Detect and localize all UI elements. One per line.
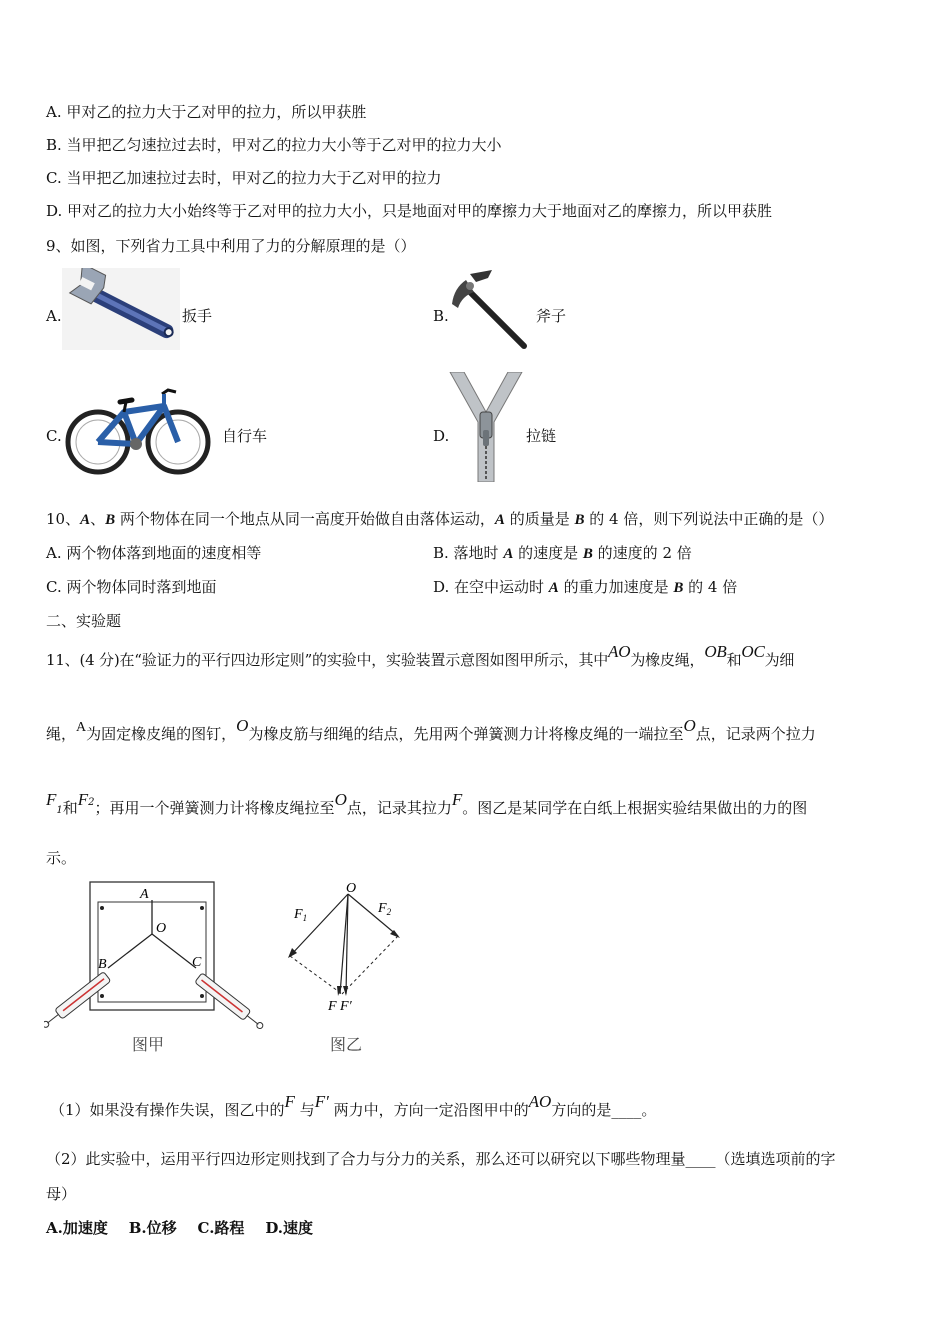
symbol-o: O: [236, 716, 249, 735]
spring-scale-left: [44, 972, 111, 1031]
q10-text: 两个物体在同一个地点从同一高度开始做自由落体运动，: [115, 510, 495, 528]
label-o: O: [346, 881, 357, 896]
q10-var-a: A: [494, 512, 505, 528]
q10-text: B. 落地时: [433, 544, 504, 562]
q10-num: 10、: [46, 510, 81, 528]
caption-yi: 图乙: [330, 1037, 363, 1054]
q10-var-a: A: [503, 546, 514, 562]
q9-option-b-label: 斧子: [536, 307, 567, 325]
q11-part-2: （2）此实验中，运用平行四边形定则找到了合力与分力的关系，那么还可以研究以下哪些物理量____（选填选项前的字: [46, 1150, 836, 1168]
figure-jia: [44, 878, 266, 1060]
q10-option-b: [433, 543, 692, 564]
q8-option-d: D. 甲对乙的拉力大小始终等于乙对甲的拉力大小，只是地面对甲的摩擦力大于地面对乙的摩擦力，所以甲获胜: [46, 202, 773, 220]
symbol-ao: AO: [528, 1092, 552, 1111]
figure-yi: [282, 876, 422, 1060]
q11-part-1: [50, 1092, 657, 1120]
label-o: O: [156, 921, 167, 936]
wrench-icon: [62, 268, 180, 350]
q10-var-b: B: [673, 580, 684, 596]
q10-var-b: B: [582, 546, 593, 562]
q11-text: 点，记录两个拉力: [695, 725, 816, 743]
q11-text: 点，记录其拉力: [346, 799, 452, 817]
label-f2-sub: 2: [386, 907, 392, 917]
bicycle-icon: [64, 376, 212, 478]
q9-option-d-letter: D.: [433, 427, 450, 445]
q11-part-2-cont: 母）: [46, 1185, 77, 1203]
symbol-a: A: [76, 720, 87, 735]
label-f2-f: F: [378, 901, 387, 916]
q11-text: 为固定橡皮绳的图钉，: [86, 725, 237, 743]
q9-option-b-letter: B.: [433, 307, 449, 325]
q8-option-c: C. 当甲把乙加速拉过去时，甲对乙的拉力大于乙对甲的拉力: [46, 169, 442, 187]
symbol-ao: AO: [608, 642, 631, 661]
q11-text: 为橡皮筋与细绳的结点，先用两个弹簧测力计将橡皮绳的一端拉至: [248, 725, 684, 743]
q9-option-a-label: 扳手: [182, 307, 213, 325]
q10-text: 的重力加速度是: [558, 578, 674, 596]
q10-text: 的速度是: [513, 544, 583, 562]
q8-option-a: A. 甲对乙的拉力大于乙对甲的拉力，所以甲获胜: [46, 103, 367, 121]
q11-part-2-options: A.加速度 B.位移 C.路程 D.速度: [46, 1219, 314, 1237]
q11-text: 11、(4 分)在“验证力的平行四边形定则”的实验中，实验装置示意图如图甲所示，其中: [46, 651, 609, 669]
q10-option-c: C. 两个物体同时落到地面: [46, 578, 217, 596]
q11-text: 两力中，方向一定沿图甲中的: [333, 1101, 529, 1119]
q11-text: ；再用一个弹簧测力计将橡皮绳拉至: [94, 799, 335, 817]
symbol-o: O: [334, 790, 347, 809]
subscript-1: 1: [56, 805, 63, 816]
zipper-icon: [448, 372, 524, 482]
label-f2: [377, 901, 392, 917]
q11-text: 和: [62, 799, 78, 817]
label-f1-f: F: [294, 907, 303, 922]
q10-text: 的速度的 2 倍: [592, 544, 692, 562]
q9-option-c-label: 自行车: [222, 427, 268, 445]
subscript-2: 2: [88, 797, 95, 808]
q9-option-a-letter: A.: [46, 307, 62, 325]
q11-text: 和: [726, 651, 742, 669]
q10-option-d: [433, 577, 737, 598]
symbol-o: O: [683, 716, 696, 735]
q11-text: 方向的是____。: [551, 1101, 657, 1119]
q10-text: 的 4 倍: [683, 578, 738, 596]
symbol-f: F: [451, 790, 463, 809]
q11-text: 与: [299, 1101, 315, 1119]
q10-stem: [46, 509, 833, 530]
symbol-f: F: [284, 1092, 295, 1111]
q11-line-2: [46, 716, 816, 746]
q11-text: 为橡皮绳，: [630, 651, 705, 669]
q11-text: （1）如果没有操作失误，图乙中的: [50, 1101, 285, 1119]
q11-text: 为细: [764, 651, 795, 669]
q11-line-4: 示。: [46, 849, 77, 867]
caption-jia: 图甲: [132, 1037, 165, 1054]
section-heading: 二、实验题: [46, 612, 122, 630]
q10-var-b: B: [105, 512, 116, 528]
q10-text: 的质量是: [504, 510, 575, 528]
q11-text: 。图乙是某同学在白纸上根据实验结果做出的力的图: [462, 799, 808, 817]
q10-var-a: A: [80, 512, 91, 528]
label-a: A: [140, 887, 149, 902]
q9-option-d-label: 拉链: [526, 427, 557, 445]
label-f-fprime: F F′: [328, 999, 352, 1014]
symbol-f2: F: [77, 790, 89, 809]
label-c: C: [192, 955, 202, 970]
q9-stem: 9、如图，下列省力工具中利用了力的分解原理的是（）: [46, 237, 416, 255]
q11-text: 绳，: [46, 725, 77, 743]
symbol-ob: OB: [704, 642, 727, 661]
q10-var-a: A: [548, 580, 559, 596]
label-f1-sub: 1: [302, 913, 308, 923]
label-b: B: [98, 957, 107, 972]
q9-option-c-letter: C.: [46, 427, 62, 445]
axe-icon: [448, 268, 534, 354]
q10-text: D. 在空中运动时: [433, 578, 549, 596]
q11-line-3: [46, 790, 808, 821]
q8-option-b: B. 当甲把乙匀速拉过去时，甲对乙的拉力大小等于乙对甲的拉力大小: [46, 136, 502, 154]
symbol-oc: OC: [741, 642, 765, 661]
symbol-f1: F: [46, 790, 57, 809]
q10-text: 的 4 倍，则下列说法中正确的是（）: [584, 510, 834, 528]
q10-sep: 、: [90, 510, 106, 528]
q10-option-a: A. 两个物体落到地面的速度相等: [46, 544, 262, 562]
symbol-f-prime: F′: [314, 1092, 329, 1111]
q11-line-1: [46, 642, 795, 670]
label-f1: [293, 907, 307, 923]
q10-var-b: B: [574, 512, 585, 528]
